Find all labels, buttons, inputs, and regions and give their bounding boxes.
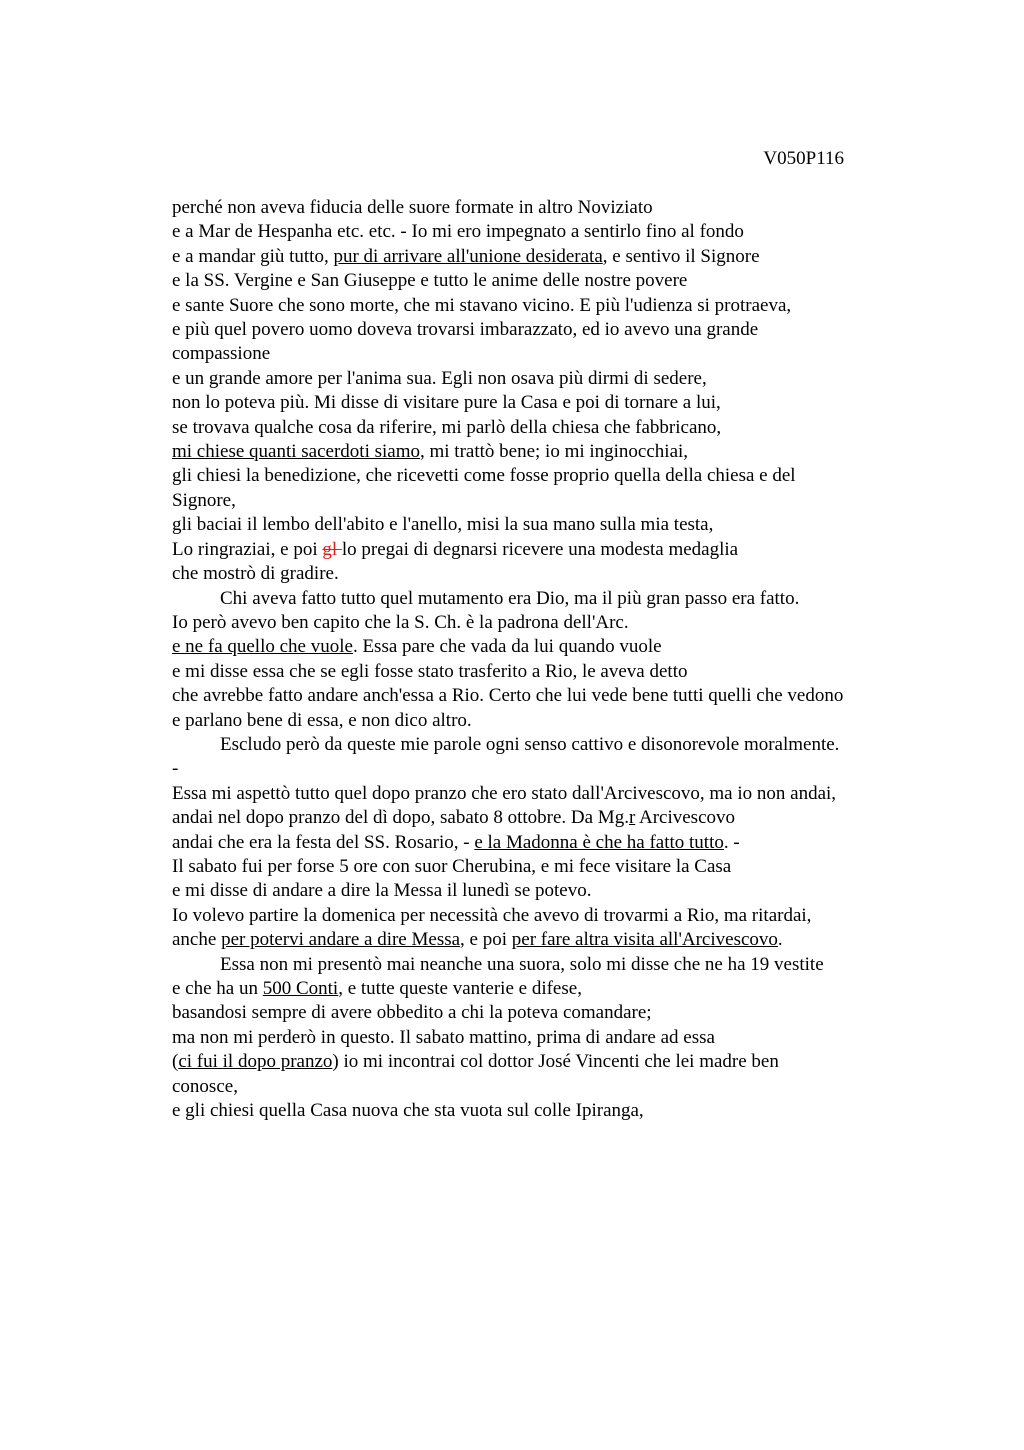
text-segment: e sante Suore che sono morte, che mi stavano vicino. E più l'udienza si protraeva,: [172, 294, 792, 316]
text-segment: Signore,: [172, 489, 236, 511]
text-segment: andai che era la festa del SS. Rosario, -: [172, 831, 475, 853]
text-segment: e a mandar giù tutto,: [172, 245, 334, 267]
text-segment: e mi disse di andare a dire la Messa il lunedì se potevo.: [172, 880, 592, 902]
text-segment: e mi disse essa che se egli fosse stato trasferito a Rio, le aveva detto: [172, 660, 688, 682]
text-segment: e parlano bene di essa, e non dico altro.: [172, 709, 472, 731]
text-segment: Escludo però da queste mie parole ogni senso cattivo e disonorevole moralmente.: [220, 733, 840, 755]
text-segment: anche: [172, 929, 222, 951]
text-line: [172, 977, 912, 1001]
text-segment: Chi aveva fatto tutto quel mutamento era Dio, ma il più gran passo era fatto.: [220, 587, 800, 609]
text-line: [172, 806, 912, 830]
text-line: [172, 513, 912, 537]
text-segment: non lo poteva più. Mi disse di visitare pure la Casa e poi di tornare a lui,: [172, 392, 721, 414]
underlined-text: 500 Conti: [262, 978, 339, 999]
text-line: [172, 684, 912, 708]
text-line: [172, 1075, 912, 1099]
document-body: [172, 196, 912, 1123]
text-line: [172, 904, 912, 928]
underlined-text: pur di arrivare all'unione desiderata: [333, 245, 603, 267]
text-segment: , e tutte queste vanterie e difese,: [338, 978, 582, 999]
text-segment: ma non mi perderò in questo. Il sabato mattino, prima di andare ad essa: [172, 1026, 715, 1048]
text-segment: Essa non mi presentò mai neanche una suora, solo mi disse che ne ha 19 vestite: [220, 953, 824, 975]
page-id: V050P116: [763, 148, 844, 169]
underlined-text: r: [628, 807, 636, 829]
text-segment: e un grande amore per l'anima sua. Egli non osava più dirmi di sedere,: [172, 367, 707, 389]
text-segment: che mostrò di gradire.: [172, 563, 339, 585]
text-segment: -: [172, 758, 179, 780]
text-segment: , e sentivo il Signore: [602, 245, 760, 267]
text-segment: perché non aveva fiducia delle suore formate in altro Noviziato: [172, 197, 653, 218]
text-line: [172, 220, 912, 244]
text-line: [172, 269, 912, 293]
text-line: [172, 611, 912, 635]
text-segment: (: [172, 1051, 179, 1073]
text-segment: se trovava qualche cosa da riferire, mi parlò della chiesa che fabbricano,: [172, 416, 722, 438]
text-line: [172, 196, 912, 220]
text-line: [172, 440, 912, 464]
text-segment: Il sabato fui per forse 5 ore con suor Cherubina, e mi fece visitare la Casa: [172, 855, 732, 877]
text-segment: Essa mi aspettò tutto quel dopo pranzo che ero stato dall'Arcivescovo, ma io non andai,: [172, 782, 837, 804]
text-segment: .: [777, 929, 783, 951]
text-segment: gli baciai il lembo dell'abito e l'anello, misi la sua mano sulla mia testa,: [172, 514, 714, 536]
text-line: [172, 318, 912, 342]
text-segment: e a Mar de Hespanha etc. etc. - Io mi ero impegnato a sentirlo fino al fondo: [172, 221, 744, 243]
text-line: [172, 757, 912, 781]
text-line: [172, 587, 912, 611]
deleted-text: gl: [322, 538, 342, 560]
text-line: [172, 1050, 912, 1074]
text-line: [172, 391, 912, 415]
text-segment: che avrebbe fatto andare anch'essa a Rio. Certo che lui vede bene tutti quelli che vedono: [172, 685, 844, 707]
text-line: [172, 660, 912, 684]
text-segment: e la SS. Vergine e San Giuseppe e tutto le anime delle nostre povere: [172, 270, 688, 292]
text-segment: conosce,: [172, 1075, 238, 1097]
text-segment: lo pregai di degnarsi ricevere una modesta medaglia: [341, 538, 739, 560]
text-line: [172, 562, 912, 586]
text-segment: Arcivescovo: [635, 807, 736, 829]
underlined-text: e la Madonna è che ha fatto tutto: [474, 831, 724, 853]
text-segment: . -: [723, 831, 740, 853]
text-line: [172, 464, 912, 488]
text-segment: e più quel povero uomo doveva trovarsi imbarazzato, ed io avevo una grande: [172, 319, 759, 341]
text-line: [172, 733, 912, 757]
text-line: [172, 953, 912, 977]
underlined-text: per potervi andare a dire Messa: [221, 929, 461, 951]
text-segment: basandosi sempre di avere obbedito a chi la poteva comandare;: [172, 1002, 652, 1024]
underlined-text: mi chiese quanti sacerdoti siamo: [172, 441, 420, 463]
text-line: [172, 489, 912, 513]
text-line: [172, 1026, 912, 1050]
text-segment: compassione: [172, 343, 271, 365]
underlined-text: e ne fa quello che vuole: [172, 636, 353, 658]
text-segment: e che ha un: [172, 978, 263, 999]
text-segment: , mi trattò bene; io mi inginocchiai,: [419, 441, 689, 463]
text-segment: Lo ringraziai, e poi: [172, 538, 323, 560]
text-line: [172, 635, 912, 659]
text-line: [172, 709, 912, 733]
text-line: [172, 831, 912, 855]
text-line: [172, 1001, 912, 1025]
text-line: [172, 245, 912, 269]
text-line: [172, 367, 912, 391]
text-segment: gli chiesi la benedizione, che ricevetti come fosse proprio quella della chiesa e del: [172, 465, 796, 487]
underlined-text: per fare altra visita all'Arcivescovo: [511, 929, 778, 951]
text-segment: e gli chiesi quella Casa nuova che sta vuota sul colle Ipiranga,: [172, 1100, 644, 1122]
text-line: [172, 294, 912, 318]
underlined-text: ci fui il dopo pranzo: [178, 1051, 333, 1073]
text-segment: Io volevo partire la domenica per necessità che avevo di trovarmi a Rio, ma ritardai,: [172, 904, 812, 926]
text-segment: . Essa pare che vada da lui quando vuole: [352, 636, 662, 658]
text-line: [172, 855, 912, 879]
text-line: [172, 928, 912, 952]
text-line: [172, 1099, 912, 1123]
text-line: [172, 879, 912, 903]
text-segment: Io però avevo ben capito che la S. Ch. è la padrona dell'Arc.: [172, 611, 629, 633]
text-line: [172, 342, 912, 366]
text-segment: , e poi: [460, 929, 512, 951]
text-line: [172, 416, 912, 440]
text-segment: ) io mi incontrai col dottor José Vincenti che lei madre ben: [332, 1051, 779, 1073]
text-line: [172, 538, 912, 562]
text-segment: andai nel dopo pranzo del dì dopo, sabato 8 ottobre. Da Mg.: [172, 807, 629, 829]
text-line: [172, 782, 912, 806]
